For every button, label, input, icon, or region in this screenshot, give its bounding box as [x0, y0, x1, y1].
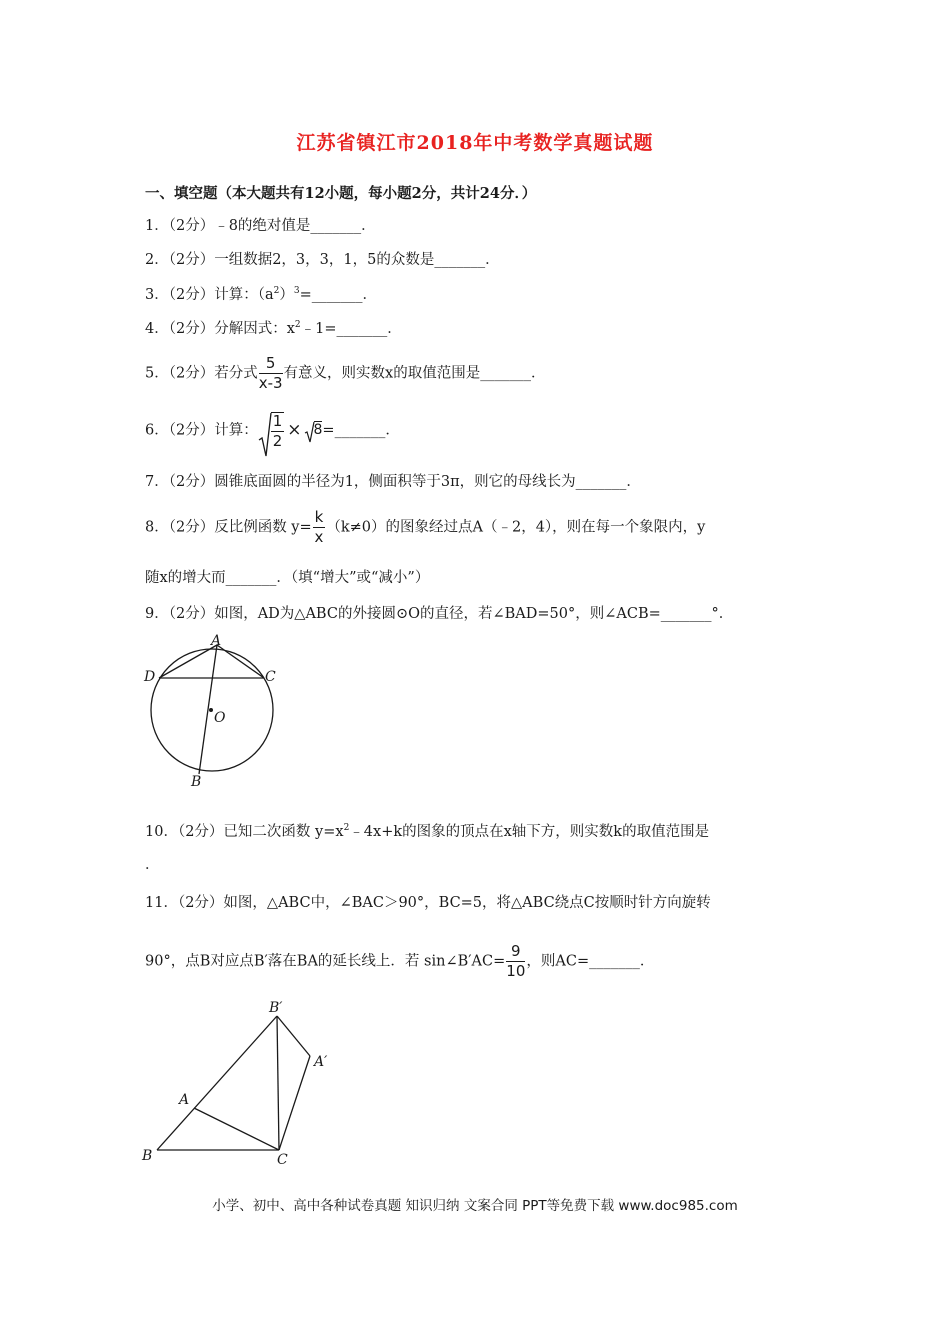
label-c: C: [265, 669, 276, 685]
page-title: 江苏省镇江市2018年中考数学真题试题: [296, 132, 654, 154]
question-7: 7．（2分）圆锥底面圆的半径为1，侧面积等于3π，则它的母线长为_______．: [145, 474, 641, 490]
question-11-line-2: [145, 944, 654, 979]
q3-text-mid: ）: [279, 287, 294, 303]
q11-text-end: ，则AC=_______．: [526, 953, 655, 970]
question-2: 2．（2分）一组数据2，3，3，1，5的众数是_______．: [145, 252, 500, 268]
label-a: A: [179, 1092, 190, 1108]
segment-bprime-aprime: [277, 1016, 310, 1056]
q6-text: 6．（2分）计算：: [145, 422, 258, 439]
label-a-prime: A′: [314, 1054, 328, 1070]
question-10: [145, 825, 709, 840]
question-6: [145, 412, 400, 449]
q5-denominator: x-3: [258, 374, 283, 392]
q3-exponent-outer: 3: [293, 286, 300, 296]
q11-denominator: 10: [506, 962, 526, 980]
figure-9-circle-diagram: [140, 632, 290, 792]
q4-text: 4．（2分）分解因式：x: [145, 321, 295, 337]
q5-text-end: 有意义，则实数x的取值范围是_______．: [283, 365, 546, 382]
label-c: C: [277, 1152, 288, 1168]
segment-b-bprime: [157, 1016, 277, 1150]
q6-radicand: 8: [313, 422, 323, 439]
q4-text-end: ﹣1=_______．: [300, 321, 402, 337]
center-point: [209, 708, 213, 712]
q11-numerator: 9: [506, 944, 525, 962]
q6-numerator: 1: [272, 412, 283, 430]
segment-ac: [217, 645, 264, 678]
question-8: [145, 510, 705, 545]
q6-denominator: 2: [272, 432, 283, 450]
segment-ad: [159, 645, 217, 678]
label-o: O: [214, 710, 226, 726]
segment-aprime-c: [279, 1056, 310, 1150]
q10-exponent: 2: [343, 823, 350, 833]
q5-fraction: [259, 356, 283, 391]
q8-text-end: （k≠0）的图象经过点A（﹣2，4），则在每一个象限内，y: [326, 519, 706, 536]
q6-sqrt-8: [304, 423, 323, 438]
q3-text-end: =_______．: [299, 287, 377, 303]
q11-text: 90°，点B对应点B′落在BA的延长线上．若 sin∠B′AC=: [145, 953, 506, 970]
q10-text-end: ﹣4x+k的图象的顶点在x轴下方，则实数k的取值范围是: [349, 824, 710, 840]
footer-banner: 小学、初中、高中各种试卷真题 知识归纳 文案合同 PPT等免费下载 www.doc985.com: [212, 1198, 738, 1214]
q8-text: 8．（2分）反比例函数 y=: [145, 519, 312, 536]
q4-exponent: 2: [294, 320, 301, 330]
q11-fraction: [506, 944, 525, 979]
label-b: B: [191, 774, 202, 790]
q8-fraction: [313, 510, 326, 545]
question-1: 1．（2分）﹣8的绝对值是_______．: [145, 218, 376, 234]
q6-fraction: [271, 412, 285, 449]
label-b-prime: B′: [269, 1000, 283, 1016]
label-a: A: [211, 633, 222, 649]
radical-sign-icon: [304, 421, 315, 443]
q5-text: 5．（2分）若分式: [145, 365, 258, 382]
q8-denominator: x: [314, 528, 324, 546]
question-11: 11．（2分）如图，△ABC中，∠BAC＞90°，BC=5，将△ABC绕点C按顺时针方向旋转: [145, 895, 711, 911]
label-b: B: [142, 1148, 153, 1164]
label-d: D: [144, 669, 156, 685]
question-8-line-2: 随x的增大而_______．（填“增大”或“减小”）: [145, 570, 430, 586]
q3-exponent-inner: 2: [273, 286, 280, 296]
question-9: 9．（2分）如图，AD为△ABC的外接圆⊙O的直径，若∠BAD=50°，则∠ACB=_______°．: [145, 606, 734, 622]
q6-sqrt-fraction: [258, 412, 286, 449]
q10-text: 10．（2分）已知二次函数 y=x: [145, 824, 344, 840]
radical-sign-icon: [258, 412, 272, 458]
q3-text: 3．（2分）计算：（a: [145, 287, 274, 303]
figure-11-rotation-diagram: [138, 992, 348, 1172]
question-10-line-2: ．: [145, 857, 160, 873]
q5-numerator: 5: [259, 356, 283, 374]
q6-text-end: =_______．: [322, 422, 400, 439]
section-heading: 一、填空题（本大题共有12小题，每小题2分，共计24分．）: [145, 185, 537, 202]
question-3: [145, 288, 377, 303]
question-5: [145, 356, 545, 391]
question-4: [145, 322, 402, 337]
segment-ac: [194, 1108, 279, 1150]
segment-bprime-c: [277, 1016, 279, 1150]
q8-numerator: k: [314, 508, 324, 526]
q6-times: ×: [287, 420, 302, 440]
